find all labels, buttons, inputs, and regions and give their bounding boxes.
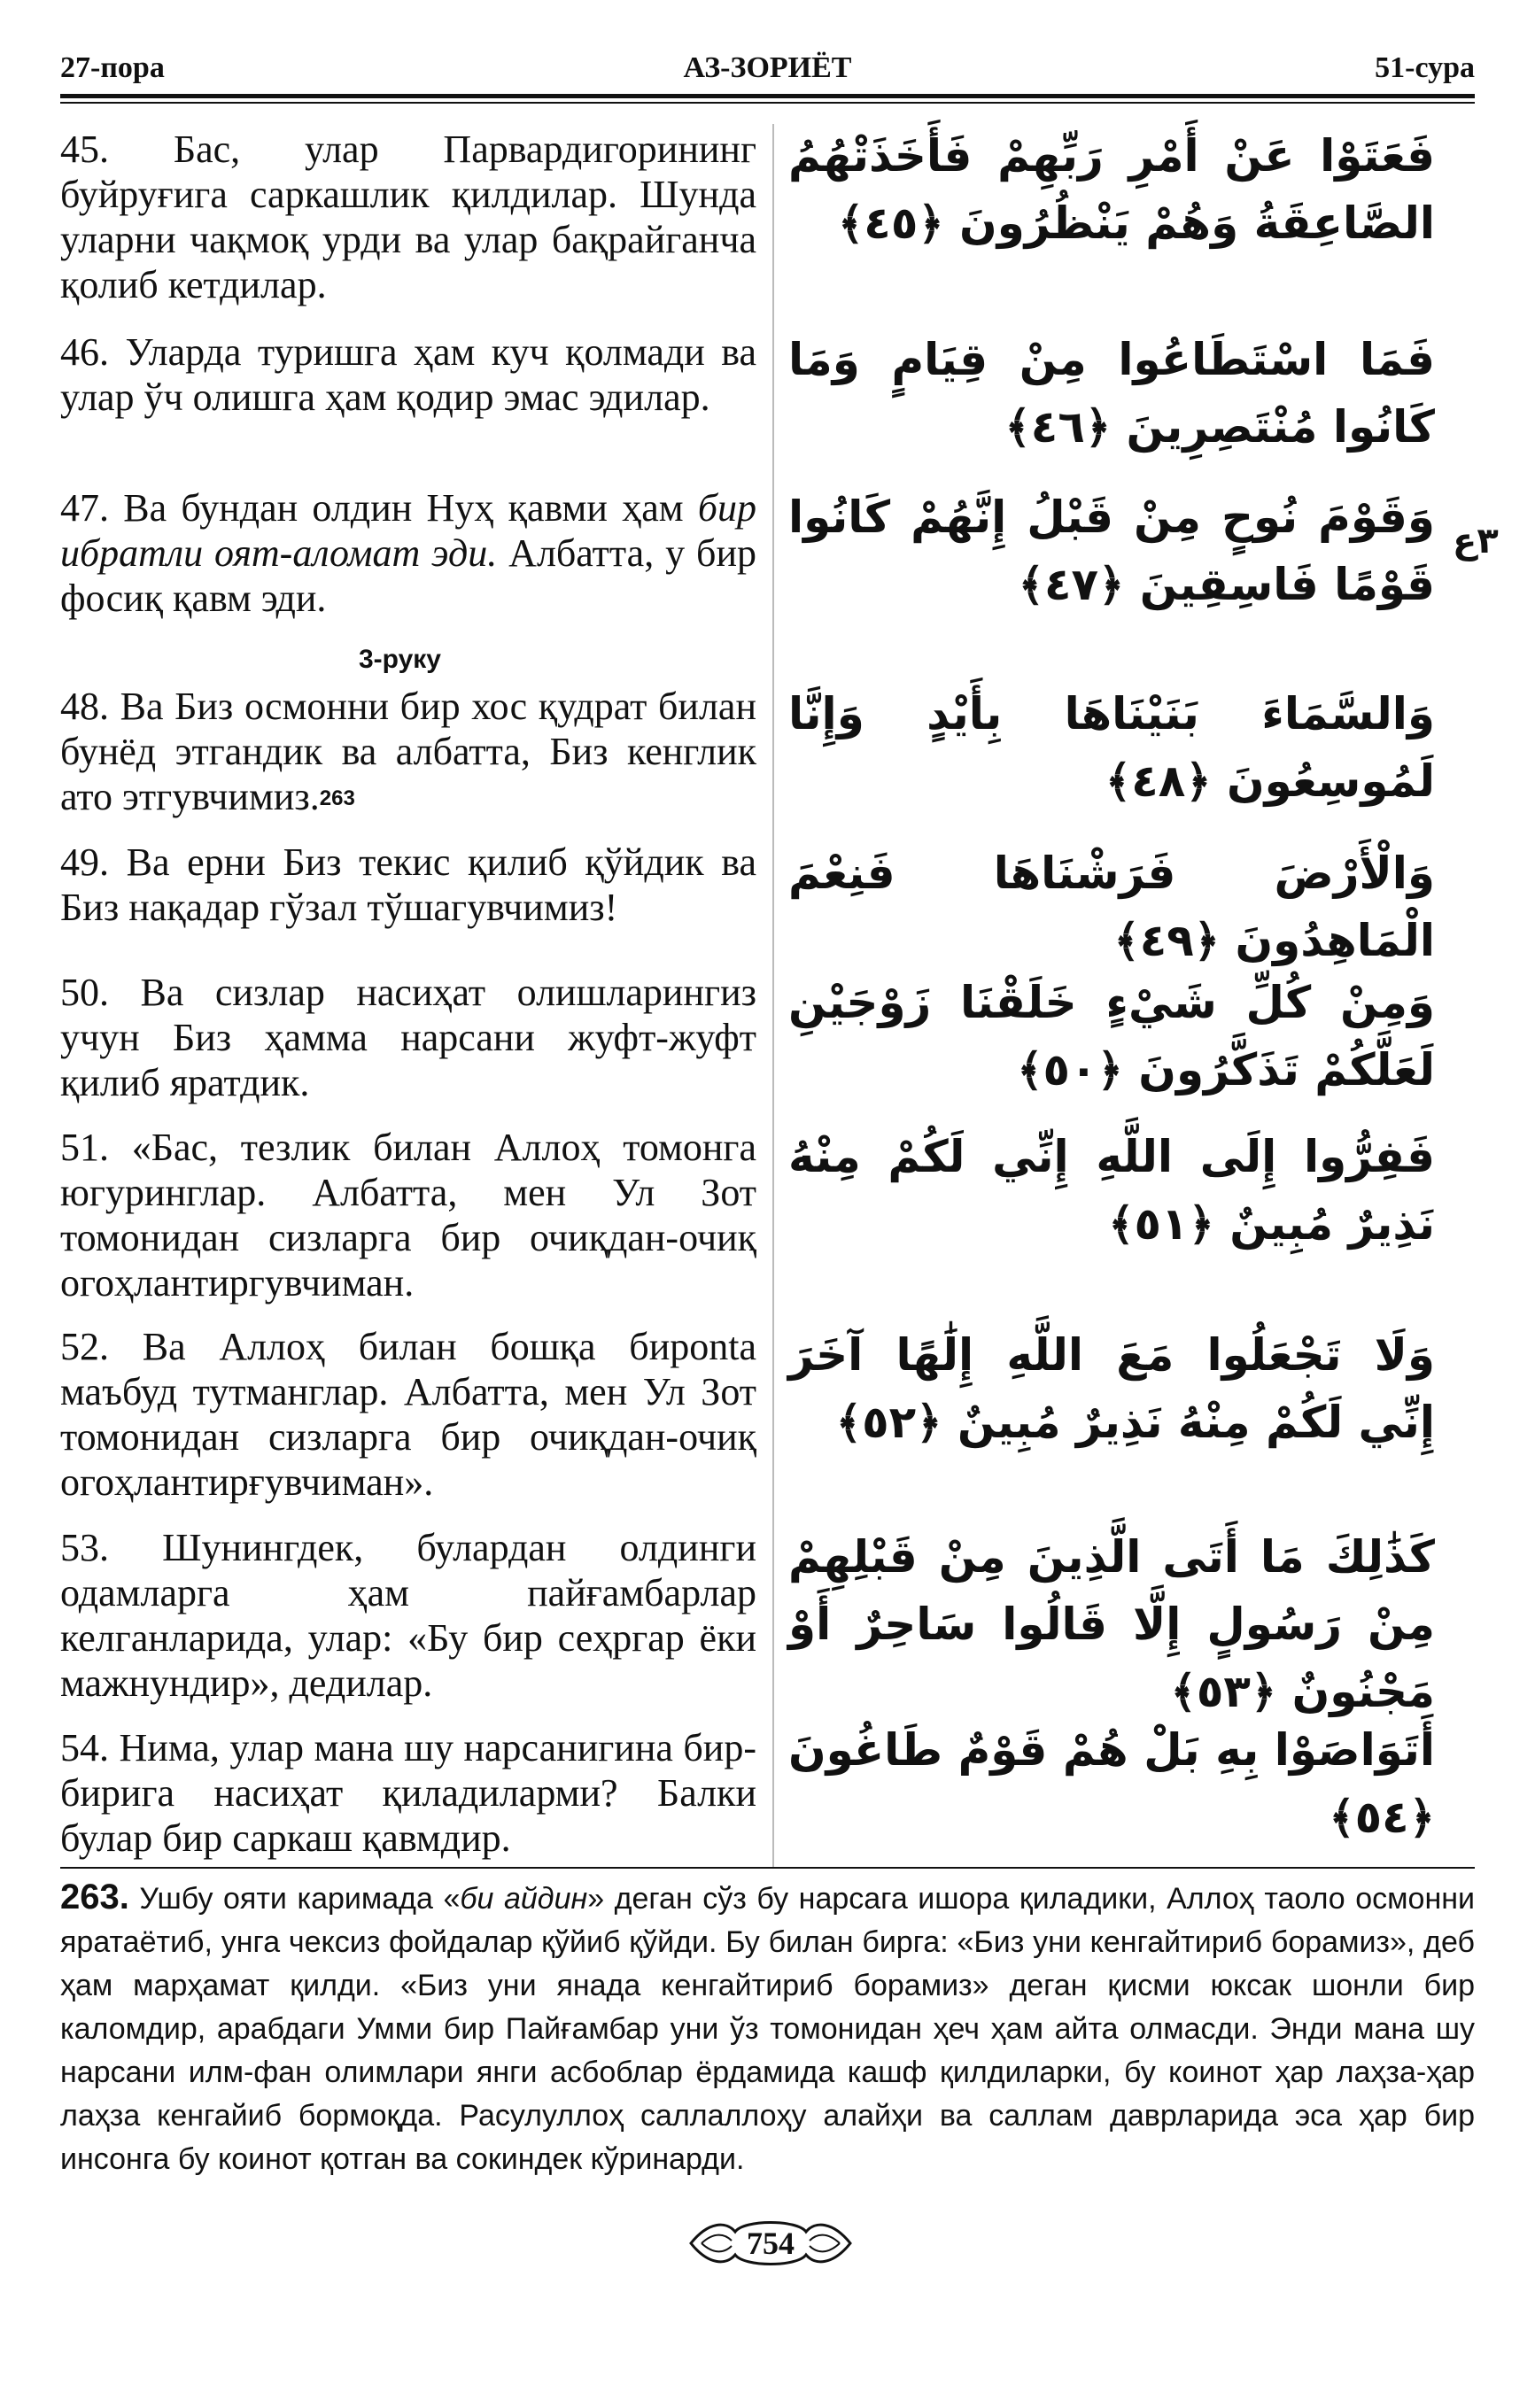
verse-text: Ва Биз осмонни бир хос қудрат билан бунёд этгандик ва албатта, Биз кенглик ато этгувчимиз. [60,685,757,818]
verse-number: 50. [60,971,109,1014]
verse-text-italic: бир ибратли оят-аломат эди. [60,486,756,575]
verse-arabic-46: فَمَا اسْتَطَاعُوا مِنْ قِيَامٍ وَمَا كَانُوا مُنْتَصِرِينَ ﴿٤٦﴾ [788,334,1435,453]
verse-text: Уларда туришга ҳам куч қолмади ва улар ўч олишга ҳам қодир эмас эдилар. [60,330,757,419]
verse-text-part: Ва бундан олдин Нуҳ қавми ҳам [123,486,698,530]
verse-translation-53 [60,1525,756,1706]
verse-text: Нима, улар мана шу нарсанигина бир-бирига насиҳат қиладиларми? Балки булар бир саркаш қавмдир. [60,1726,756,1860]
verse-text: Ва Аллоҳ билан бошқа бироnta маъбуд тутманглар. Албатта, мен Ул Зот томонидан сизларга бир очиқдан-очиқ огоҳлантирғувчиман». [60,1325,756,1504]
verse-arabic-45: فَعَتَوْا عَنْ أَمْرِ رَبِّهِمْ فَأَخَذَتْهُمُ الصَّاعِقَةُ وَهُمْ يَنْظُرُونَ ﴿٤٥﴾ [788,130,1435,249]
footnote-text: » деган сўз бу нарсага ишора қиладики, Аллоҳ таоло осмонни яратаётиб, унга чексиз фойдалар қўйиб қўйди. Бу билан бирга: «Биз уни кенгайтириб борамиз», деб ҳам марҳамат қилди. «Биз уни янада кенгайтириб борамиз» деган қисми юксак шонли бир каломдир, арабдаги Умми бир Пайғамбар уни ўз томонидан ҳеч ҳам айта олмасди. Энди мана шу нарсани илм-фан олимлари янги асбоблар ёрдамида кашф қилдиларки, бу коинот ҳар лаҳза-ҳар лаҳза кенгайиб бормоқда. Расулуллоҳ саллаллоҳу алайҳи ва саллам даврларида эса ҳар бир инсонга бу коинот қотган ва сокиндек кўринарди. [60,1882,1475,2176]
verse-text: Шунингдек, булардан олдинги одамларга ҳам пайғамбарлар келганларида, улар: «Бу бир сеҳргар ёки мажнундир», дедилар. [60,1526,756,1705]
verse-translation-45 [60,127,756,307]
ruku-margin-mark: ٣ع [1453,521,1499,561]
verse-number: 47. [60,486,109,530]
surah-number-label: 51-сура [1375,51,1475,84]
page-number: 754 [747,2226,795,2261]
juz-label: 27-пора [60,51,165,84]
footnote-number: 263. [60,1878,129,1916]
verse-arabic-47: وَقَوْمَ نُوحٍ مِنْ قَبْلُ إِنَّهُمْ كَانُوا قَوْمًا فَاسِقِينَ ﴿٤٧﴾ [788,492,1435,610]
verse-text: «Бас, тезлик билан Аллоҳ томонга югуринглар. Албатта, мен Ул Зот томонидан сизларга бир очиқдан-очиқ огоҳлантиргувчиман. [60,1126,756,1305]
verse-number: 49. [60,840,109,884]
verse-text: Ва ерни Биз текис қилиб қўйдик ва Биз нақадар гўзал тўшагувчимиз! [60,840,756,929]
footnote-rule [60,1867,1475,1869]
verse-arabic-54: أَتَوَاصَوْا بِهِ بَلْ هُمْ قَوْمٌ طَاغُونَ ﴿٥٤﴾ [788,1724,1435,1843]
verse-text: Бас, улар Парвардигорининг буйруғига саркашлик қилдилар. Шунда уларни чақмоқ урди ва улар бақрайганча қолиб кетдилар. [60,128,757,306]
verse-translation-52 [60,1324,756,1505]
verse-number: 53. [60,1526,109,1569]
verse-arabic-53: كَذَٰلِكَ مَا أَتَى الَّذِينَ مِنْ قَبْلِهِمْ مِنْ رَسُولٍ إِلَّا قَالُوا سَاحِرٌ أَوْ مَجْنُونٌ ﴿٥٣﴾ [788,1531,1435,1717]
surah-title: АЗ-ЗОРИЁТ [683,51,852,84]
verse-number: 51. [60,1126,109,1169]
verse-translation-46 [60,329,756,420]
verse-number: 54. [60,1726,109,1769]
page-header [60,51,1475,97]
footnote [60,1876,1475,2181]
verse-translation-50 [60,970,756,1105]
verse-translation-47 [60,485,756,621]
footnote-ref: 263 [319,786,355,810]
verse-translation-48 [60,684,756,819]
verse-number: 45. [60,128,109,171]
verse-arabic-48: وَالسَّمَاءَ بَنَيْنَاهَا بِأَيْدٍ وَإِنَّا لَمُوسِعُونَ ﴿٤٨﴾ [788,688,1435,807]
verse-text-part: Албатта, у бир фосиқ қавм эди. [60,531,756,620]
verse-arabic-50: وَمِنْ كُلِّ شَيْءٍ خَلَقْنَا زَوْجَيْنِ لَعَلَّكُمْ تَذَكَّرُونَ ﴿٥٠﴾ [788,977,1435,1096]
verse-number: 52. [60,1325,109,1368]
page-number-ornament [682,2212,859,2274]
footnote-text: Ушбу ояти каримада « [128,1882,461,1916]
verse-number: 46. [60,330,109,374]
verse-number: 48. [60,685,109,728]
verse-arabic-52: وَلَا تَجْعَلُوا مَعَ اللَّهِ إِلَٰهًا آخَرَ إِنِّي لَكُمْ مِنْهُ نَذِيرٌ مُبِينٌ ﴿٥٢﴾ [788,1329,1435,1448]
ruku-heading: 3-руку [359,645,441,674]
verse-translation-49 [60,840,756,930]
verse-text: Ва сизлар насиҳат олишларингиз учун Биз ҳамма нарсани жуфт-жуфт қилиб яратдик. [60,971,757,1104]
footnote-italic: би айдин [460,1882,588,1916]
verse-arabic-49: وَالْأَرْضَ فَرَشْنَاهَا فَنِعْمَ الْمَاهِدُونَ ﴿٤٩﴾ [788,848,1435,966]
verse-translation-54 [60,1725,756,1861]
header-rule-thin [60,102,1475,104]
verse-translation-51 [60,1125,756,1305]
column-divider [772,124,774,1867]
header-rule-thick [60,94,1475,98]
verse-arabic-51: فَفِرُّوا إِلَى اللَّهِ إِنِّي لَكُمْ مِنْهُ نَذِيرٌ مُبِينٌ ﴿٥١﴾ [788,1131,1435,1250]
